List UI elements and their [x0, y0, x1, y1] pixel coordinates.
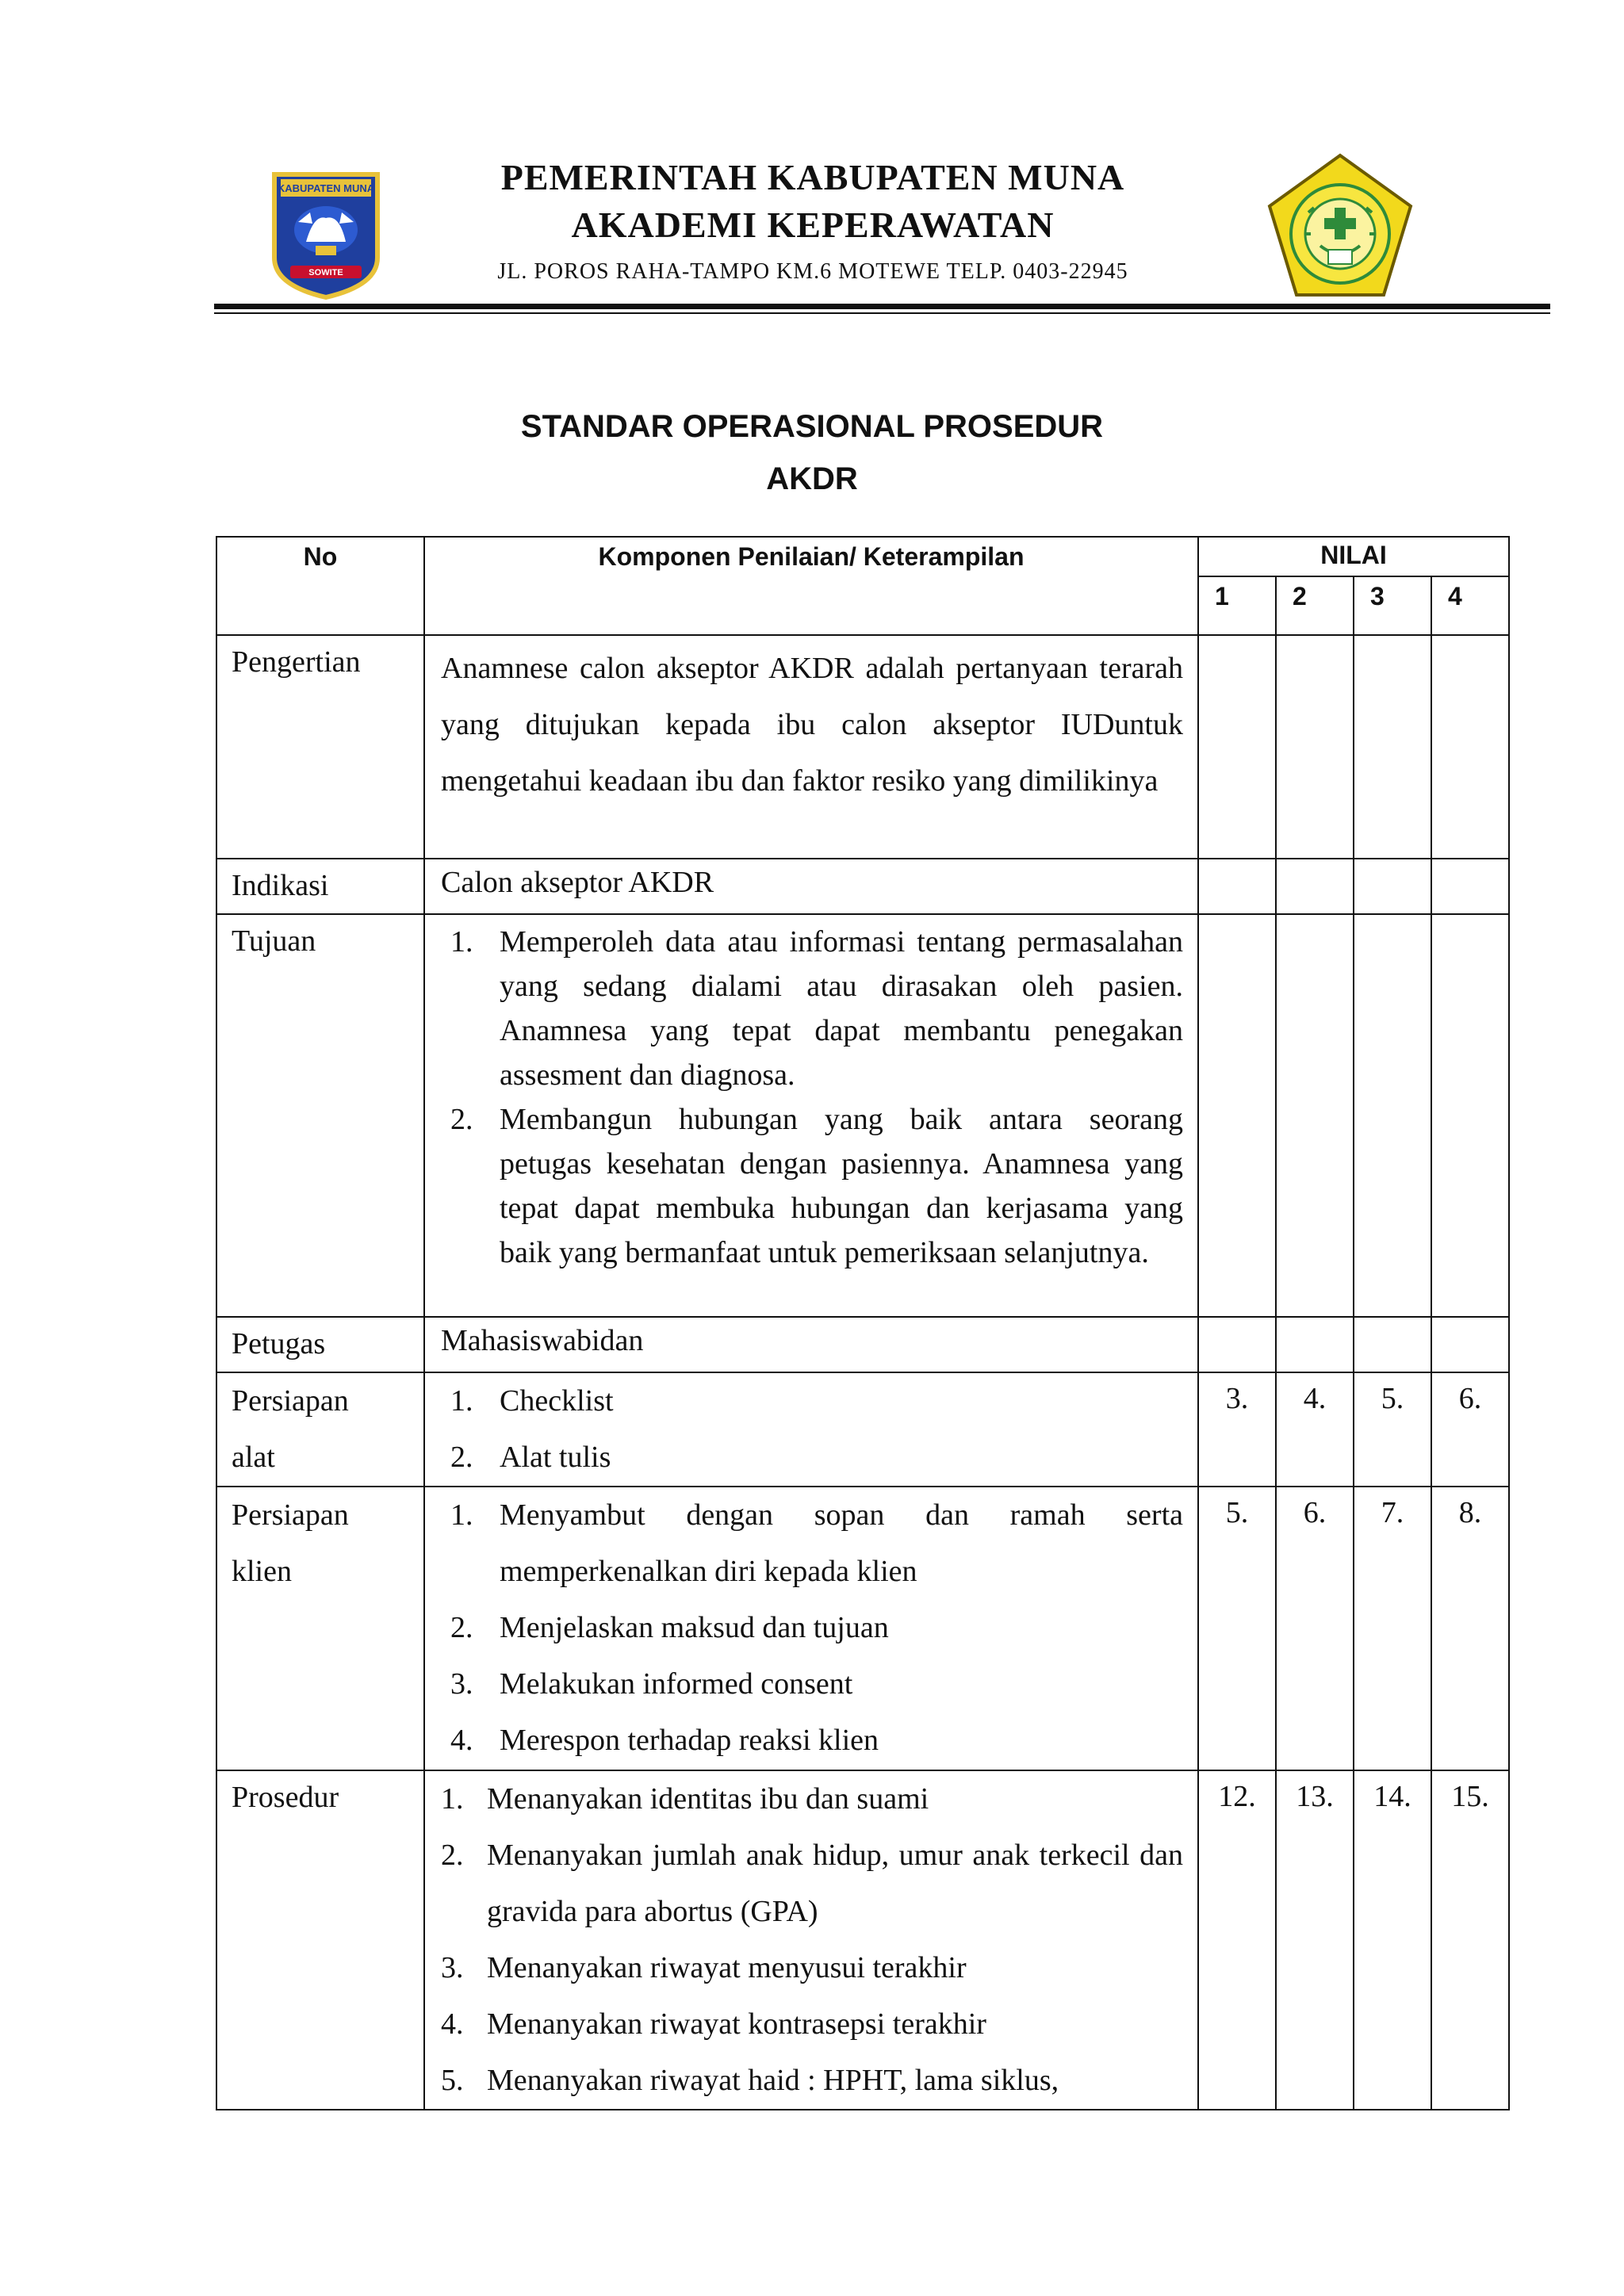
score-cell — [1431, 635, 1509, 859]
score-cell: 13. — [1276, 1770, 1354, 2110]
row-content-petugas — [424, 1317, 1198, 1372]
score-cell: 8. — [1431, 1487, 1509, 1770]
score-cell — [1276, 635, 1354, 859]
list-item: 3. Menanyakan riwayat menyusui terakhir — [441, 1951, 967, 1984]
row-label-petugas: Petugas — [216, 1317, 424, 1372]
row-content-persiapan-klien — [424, 1487, 1198, 1770]
list-item: 1. Checklist — [450, 1384, 614, 1418]
list-item: 1. Memperoleh data atau informasi tentang permasalahan yang sedang dialami atau dirasakan oleh pasien. Anamnesa yang tepat dapat membantu penegakan assesment dan diagnosa. — [450, 925, 1183, 1092]
row-content-prosedur — [424, 1770, 1198, 2110]
list-item: 2. Menanyakan jumlah anak hidup, umur anak terkecil dan gravida para abortus (GPA) — [441, 1839, 1183, 1928]
kabupaten-muna-crest-logo — [266, 166, 385, 301]
header-score-1: 1 — [1198, 576, 1276, 635]
row-content-persiapan-alat — [424, 1372, 1198, 1487]
document-title — [0, 400, 1624, 505]
row-content-indikasi — [424, 859, 1198, 914]
svg-text:SOWITE: SOWITE — [308, 268, 343, 277]
table-row-petugas — [216, 1317, 1509, 1372]
header-nilai: NILAI — [1198, 537, 1509, 576]
letterhead-rule-thick — [214, 304, 1550, 309]
score-cell — [1354, 914, 1431, 1317]
score-cell — [1198, 635, 1276, 859]
score-cell: 5. — [1354, 1372, 1431, 1487]
table-row-persiapan-klien — [216, 1487, 1509, 1770]
list-item: 3. Melakukan informed consent — [450, 1667, 853, 1701]
header-score-3: 3 — [1354, 576, 1431, 635]
persiapan-alat-list — [441, 1373, 1183, 1486]
header-komponen: Komponen Penilaian/ Keterampilan — [424, 537, 1198, 635]
score-cell — [1276, 914, 1354, 1317]
table-row-pengertian — [216, 635, 1509, 859]
row-label-prosedur: Prosedur — [216, 1770, 424, 2110]
score-cell: 12. — [1198, 1770, 1276, 2110]
header-score-2: 2 — [1276, 576, 1354, 635]
score-cell: 6. — [1431, 1372, 1509, 1487]
document-title-line2: AKDR — [766, 461, 858, 496]
petugas-text: Mahasiswabidan — [441, 1324, 644, 1357]
score-cell — [1276, 859, 1354, 914]
score-cell — [1431, 1317, 1509, 1372]
score-cell — [1431, 914, 1509, 1317]
table-row-persiapan-alat — [216, 1372, 1509, 1487]
list-item: 1. Menyambut dengan sopan dan ramah serta memperkenalkan diri kepada klien — [450, 1498, 1183, 1588]
score-cell — [1198, 859, 1276, 914]
score-cell: 14. — [1354, 1770, 1431, 2110]
prosedur-list — [441, 1771, 1183, 2109]
score-cell — [1198, 914, 1276, 1317]
list-item: 2. Menjelaskan maksud dan tujuan — [450, 1611, 889, 1644]
header-no: No — [216, 537, 424, 635]
list-item: 5. Menanyakan riwayat haid : HPHT, lama siklus, — [441, 2064, 1059, 2097]
score-cell: 6. — [1276, 1487, 1354, 1770]
table-row-tujuan — [216, 914, 1509, 1317]
header-score-4: 4 — [1431, 576, 1509, 635]
score-cell — [1354, 635, 1431, 859]
document-title-line1: STANDAR OPERASIONAL PROSEDUR — [520, 409, 1104, 444]
score-cell — [1354, 859, 1431, 914]
row-label-indikasi: Indikasi — [216, 859, 424, 914]
academy-name: AKADEMI KEPERAWATAN — [571, 205, 1055, 245]
list-item: 1. Menanyakan identitas ibu dan suami — [441, 1782, 929, 1816]
indikasi-text: Calon akseptor AKDR — [441, 866, 714, 899]
score-cell — [1276, 1317, 1354, 1372]
score-cell — [1198, 1317, 1276, 1372]
table-row-prosedur — [216, 1770, 1509, 2110]
list-item: 2. Alat tulis — [450, 1441, 611, 1474]
score-cell: 3. — [1198, 1372, 1276, 1487]
list-item: 4. Menanyakan riwayat kontrasepsi terakhir — [441, 2007, 986, 2041]
letterhead-rule-thin — [214, 312, 1550, 314]
row-content-pengertian — [424, 635, 1198, 859]
score-cell: 5. — [1198, 1487, 1276, 1770]
list-item: 4. Merespon terhadap reaksi klien — [450, 1724, 879, 1757]
letterhead-text — [396, 147, 1229, 288]
score-cell — [1431, 859, 1509, 914]
score-cell: 7. — [1354, 1487, 1431, 1770]
letterhead — [214, 147, 1546, 317]
persiapan-klien-list — [441, 1487, 1183, 1769]
row-label-tujuan: Tujuan — [216, 914, 424, 1317]
table-header-row — [216, 537, 1509, 576]
sop-assessment-table — [216, 536, 1510, 2110]
list-item: 2. Membangun hubungan yang baik antara seorang petugas kesehatan dengan pasiennya. Anamnesa yang tepat dapat membuka hubungan dan kerjasama yang baik yang bermanfaat untuk pemeriksaan selanjutnya. — [450, 1103, 1183, 1269]
row-content-tujuan — [424, 914, 1198, 1317]
table-row-indikasi — [216, 859, 1509, 914]
svg-text:KABUPATEN MUNA: KABUPATEN MUNA — [277, 182, 375, 194]
score-cell: 15. — [1431, 1770, 1509, 2110]
akademi-keperawatan-seal-logo — [1265, 151, 1415, 301]
pengertian-text: Anamnese calon akseptor AKDR adalah pertanyaan terarah yang ditujukan kepada ibu calon akseptor IUDuntuk mengetahui keadaan ibu dan faktor resiko yang dimilikinya — [441, 652, 1183, 798]
score-cell — [1354, 1317, 1431, 1372]
academy-address: JL. POROS RAHA-TAMPO KM.6 MOTEWE TELP. 0403-22945 — [497, 259, 1128, 284]
score-cell: 4. — [1276, 1372, 1354, 1487]
row-label-pengertian: Pengertian — [216, 635, 424, 859]
government-name: PEMERINTAH KABUPATEN MUNA — [500, 157, 1125, 197]
tujuan-list — [441, 920, 1183, 1275]
row-label-persiapan-alat: Persiapan alat — [216, 1372, 424, 1487]
row-label-persiapan-klien: Persiapan klien — [216, 1487, 424, 1770]
